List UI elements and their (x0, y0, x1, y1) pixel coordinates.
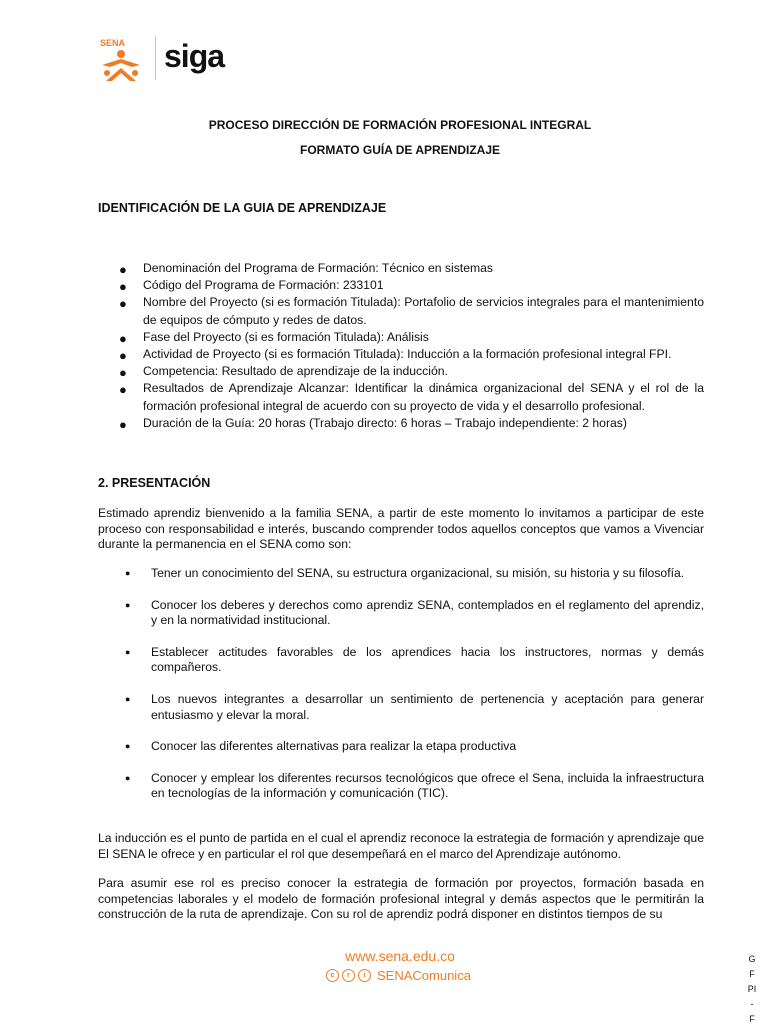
list-item: ● Código del Programa de Formación: 233101 (119, 277, 704, 294)
identification-heading: IDENTIFICACIÓN DE LA GUIA DE APRENDIZAJE (98, 201, 387, 215)
registered-icon: r (342, 969, 355, 982)
side-code-char: F (749, 1014, 755, 1024)
logo-divider (155, 36, 156, 80)
footer-url-link[interactable]: www.sena.edu.co (345, 948, 455, 964)
side-code-char: PI (747, 984, 757, 994)
induction-paragraph: La inducción es el punto de partida en el cual el aprendiz reconoce la estrategia de formación y aprendizaje que El SENA le ofrece y en particular el rol que desempeñará en el marco del Aprendizaje autónomo. (98, 831, 704, 861)
footer-social (326, 968, 471, 983)
list-item: ● Duración de la Guía: 20 horas (Trabajo directo: 6 horas – Trabajo independiente: 2 horas) (119, 415, 704, 432)
format-title: FORMATO GUÍA DE APRENDIZAJE (299, 143, 500, 157)
side-code (741, 952, 763, 1027)
social-handle[interactable]: SENAComunica (377, 968, 471, 983)
list-item: ● Fase del Proyecto (si es formación Titulada): Análisis (119, 329, 704, 346)
siga-logo: siga (164, 38, 225, 74)
role-paragraph: Para asumir ese rol es preciso conocer la estrategia de formación por proyectos, formación basada en competencias laborales y el modelo de formación profesional integral y demás aspectos que le permitirán la construcción de la ruta de aprendizaje. Con su rol de aprendiz podrá disponer en distintos tiempos de su (98, 876, 704, 922)
list-item: ● Tener un conocimiento del SENA, su estructura organizacional, su misión, su historia y su filosofía. (125, 566, 704, 582)
list-item: ● Denominación del Programa de Formación: Técnico en sistemas (119, 260, 704, 277)
list-item: ● Conocer y emplear los diferentes recursos tecnológicos que ofrece el Sena, incluida la infraestructura en tecnologías de la información y comunicación (TIC). (125, 771, 704, 802)
side-code-char: - (750, 999, 754, 1009)
presentation-list (125, 566, 704, 818)
list-item: ● Actividad de Proyecto (si es formación Titulada): Inducción a la formación profesional integral FPI. (119, 346, 704, 363)
identification-list (119, 260, 704, 432)
list-item: ● Conocer los deberes y derechos como aprendiz SENA, contemplados en el reglamento del aprendiz, y en la normatividad institucional. (125, 598, 704, 629)
side-code-char: G (748, 954, 756, 964)
copyright-icon: c (326, 969, 339, 982)
list-item: ● Resultados de Aprendizaje Alcanzar: Identificar la dinámica organizacional del SENA y el rol de la formación profesional integral de acuerdo con su proyecto de vida y el desarrollo profesional. (119, 380, 704, 414)
list-item: ● Competencia: Resultado de aprendizaje de la inducción. (119, 363, 704, 380)
presentation-intro: Estimado aprendiz bienvenido a la familia SENA, a partir de este momento lo invitamos a participar de este proceso con responsabilidad e interés, buscando comprender todos aquellos conceptos que vamos a Vivenciar durante la permanencia en el SENA como son: (98, 506, 704, 552)
list-item: ● Establecer actitudes favorables de los aprendices hacia los instructores, normas y demás compañeros. (125, 645, 704, 676)
process-title: PROCESO DIRECCIÓN DE FORMACIÓN PROFESIONAL INTEGRAL (208, 118, 592, 132)
sena-logo-wordmark: SENA (100, 38, 126, 48)
list-item: ● Los nuevos integrantes a desarrollar un sentimiento de pertenencia y aceptación para generar entusiasmo y elevar la moral. (125, 692, 704, 723)
presentation-heading: 2. PRESENTACIÓN (98, 476, 211, 490)
side-code-char: F (749, 969, 755, 979)
list-item: ● Nombre del Proyecto (si es formación Titulada): Portafolio de servicios integrales para el mantenimiento de equipos de cómputo y redes de datos. (119, 294, 704, 328)
info-icon: i (358, 969, 371, 982)
list-item: ● Conocer las diferentes alternativas para realizar la etapa productiva (125, 739, 704, 755)
sena-logo-icon (96, 37, 146, 85)
